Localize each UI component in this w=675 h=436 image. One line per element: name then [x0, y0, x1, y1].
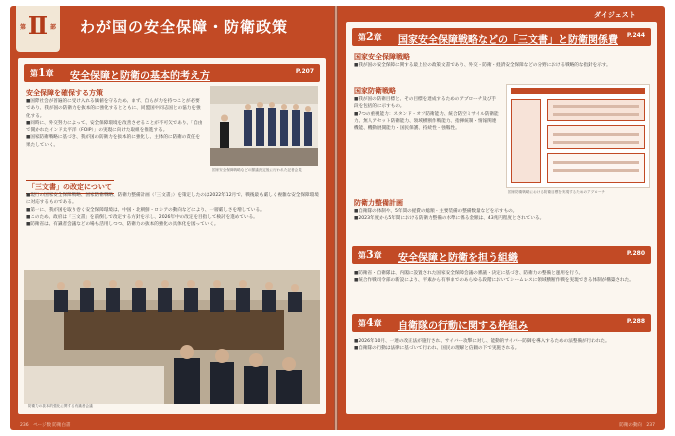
part-label-pre: 第	[20, 24, 27, 31]
part-label-post: 部	[49, 24, 56, 31]
right-footer: 防衛の動向 237	[619, 423, 655, 428]
section-heading-dbp: 防衛力整備計画	[354, 199, 403, 207]
diagram-line	[553, 133, 639, 136]
defense-strategy-diagram	[506, 84, 650, 188]
diagram-line	[553, 169, 639, 172]
press-conference-photo	[210, 86, 318, 166]
expert-panel-caption: 防衛力の抜本的強化に関する有識者会議	[28, 404, 93, 408]
section-heading-nss: 国家安全保障戦略	[354, 53, 410, 61]
diagram-box-middle	[547, 125, 645, 149]
chapter-3-page-ref: P.280	[626, 250, 645, 257]
section-body-nds: ■我が国の防衛目標と、その目標を達成するためのアプローチ及び手段を包括的に示すもの。 ■7つの重視能力：スタンド・オフ防衛能力、統合防空ミサイル防衛能力、無人アセット防衛能力、領域横断作戦能力、指揮統制・情報関連機能、機動展開能力・国民保護、持続性・強靱性。	[354, 97, 499, 132]
chapter-4-label: 第4章	[358, 316, 382, 329]
chapter-4-bar	[352, 314, 651, 332]
diagram-box-bottom	[547, 153, 645, 183]
chapter-4-title: 自衛隊の行動に関する枠組み	[398, 321, 528, 332]
diagram-line	[553, 161, 639, 164]
left-content-panel	[18, 58, 326, 414]
left-footer: 236 ページ数 防衛白書	[20, 423, 71, 428]
chapter-2-bar	[352, 28, 651, 46]
chapter-1-bar	[24, 64, 320, 82]
chapter-2-label: 第2章	[358, 30, 382, 43]
right-page	[338, 6, 665, 430]
chapter-3-title: 安全保障と防衛を担う組織	[398, 253, 518, 264]
section-heading-nds: 国家防衛戦略	[354, 87, 396, 95]
press-conference-caption: 国家安全保障戦略などの閣議決定後に行われた記者会見	[212, 168, 302, 172]
section-body-three-documents: ■現行の国家安全保障戦略、国家防衛戦略、防衛力整備計画（「三文書」）を策定したのは2022年12月で、戦後最も厳しく複雑な安全保障環境に対応するものである。 ■第一に、我が国を取り巻く安全保障環境は、中国・北朝鮮・ロシアの動向などにより、一層厳しさを増している。 ■このため、政府は「三文書」を前倒しで改定する方針を示し、2026年中の改定を目指して検討を進めている。 ■防衛省は、有識者会議などの場も活用しつつ、防衛力の抜本的強化の具体化を図っていく。	[26, 193, 319, 228]
diagram-title-bar	[511, 88, 645, 94]
chapter-3-label: 第3章	[358, 248, 382, 261]
section-heading-three-documents: 「三文書」の改定について	[26, 180, 114, 194]
part-title: わが国の安全保障・防衛政策	[80, 18, 289, 36]
diagram-line	[553, 105, 639, 108]
chapter-2-title: 国家安全保障戦略などの「三文書」と防衛関係費	[398, 35, 618, 46]
diagram-line	[553, 141, 639, 144]
chapter-1-page-ref: P.207	[295, 68, 314, 75]
diagram-caption: 国家防衛戦略における防衛目標を実現するためのアプローチ	[508, 190, 606, 194]
right-content-panel	[346, 22, 657, 414]
section-body-security-measures: ■国際社会が普遍的に受け入れる価値を守るため、まず、自らが力を持つことが必要であり、我が国の防衛力を抜本的に強化するとともに、同盟国や同志国との協力を強化する。 ■同時に、外交努力によって、安全保障環境を改善させることが不可欠であり、「自由で開かれたインド太平洋（FOIP）」の実現に向けた取組を推進する。 ■国家防衛戦略に基づき、我が国の防衛力を抜本的に強化し、主体的に防衛の責任を果たしていく。	[26, 99, 203, 148]
section-body-framework: ■2026年10月、一連の改正法が施行され、サイバー攻撃に対し、能動的サイバー防御を導入するための法整備が行われた。 ■自衛隊の行動は法律に基づいて行われ、国民の理解と信頼の下で実施される。	[354, 339, 610, 352]
diagram-side-box	[511, 99, 541, 183]
digest-label: ダイジェスト	[594, 11, 636, 19]
section-heading-security-measures: 安全保障を確保する方策	[26, 89, 103, 97]
chapter-1-title: 安全保障と防衛の基本的考え方	[70, 71, 210, 82]
expert-panel-photo	[24, 270, 320, 404]
section-body-nss: ■我が国の安全保障に関する最上位の政策文書であり、外交・防衛・経済安全保障などの分野における戦略的な指針を示す。	[354, 63, 611, 68]
part-numeral: Ⅱ	[27, 11, 49, 40]
part-badge	[16, 6, 60, 52]
section-body-dbp: ■自衛隊の体制や、5年間の経費の総額・主要装備の整備数量などを示すもの。 ■2023年度から5年間における防衛力整備の水準に係る金額は、43兆円程度とされている。	[354, 209, 545, 222]
diagram-line	[553, 113, 639, 116]
chapter-1-label: 第1章	[30, 66, 54, 79]
diagram-box-top	[547, 99, 645, 121]
chapter-2-page-ref: P.244	[626, 32, 645, 39]
chapter-4-page-ref: P.288	[626, 318, 645, 325]
chapter-3-bar	[352, 246, 651, 264]
left-page	[10, 6, 334, 430]
section-body-organizations: ■防衛省・自衛隊は、内閣に設置された国家安全保障会議の審議・決定に基づき、防衛力の整備と運用を行う。 ■統合作戦司令部の新設により、平素から有事までのあらゆる段階においてシームレスに領域横断作戦を実現できる体制が構築された。	[354, 271, 634, 284]
